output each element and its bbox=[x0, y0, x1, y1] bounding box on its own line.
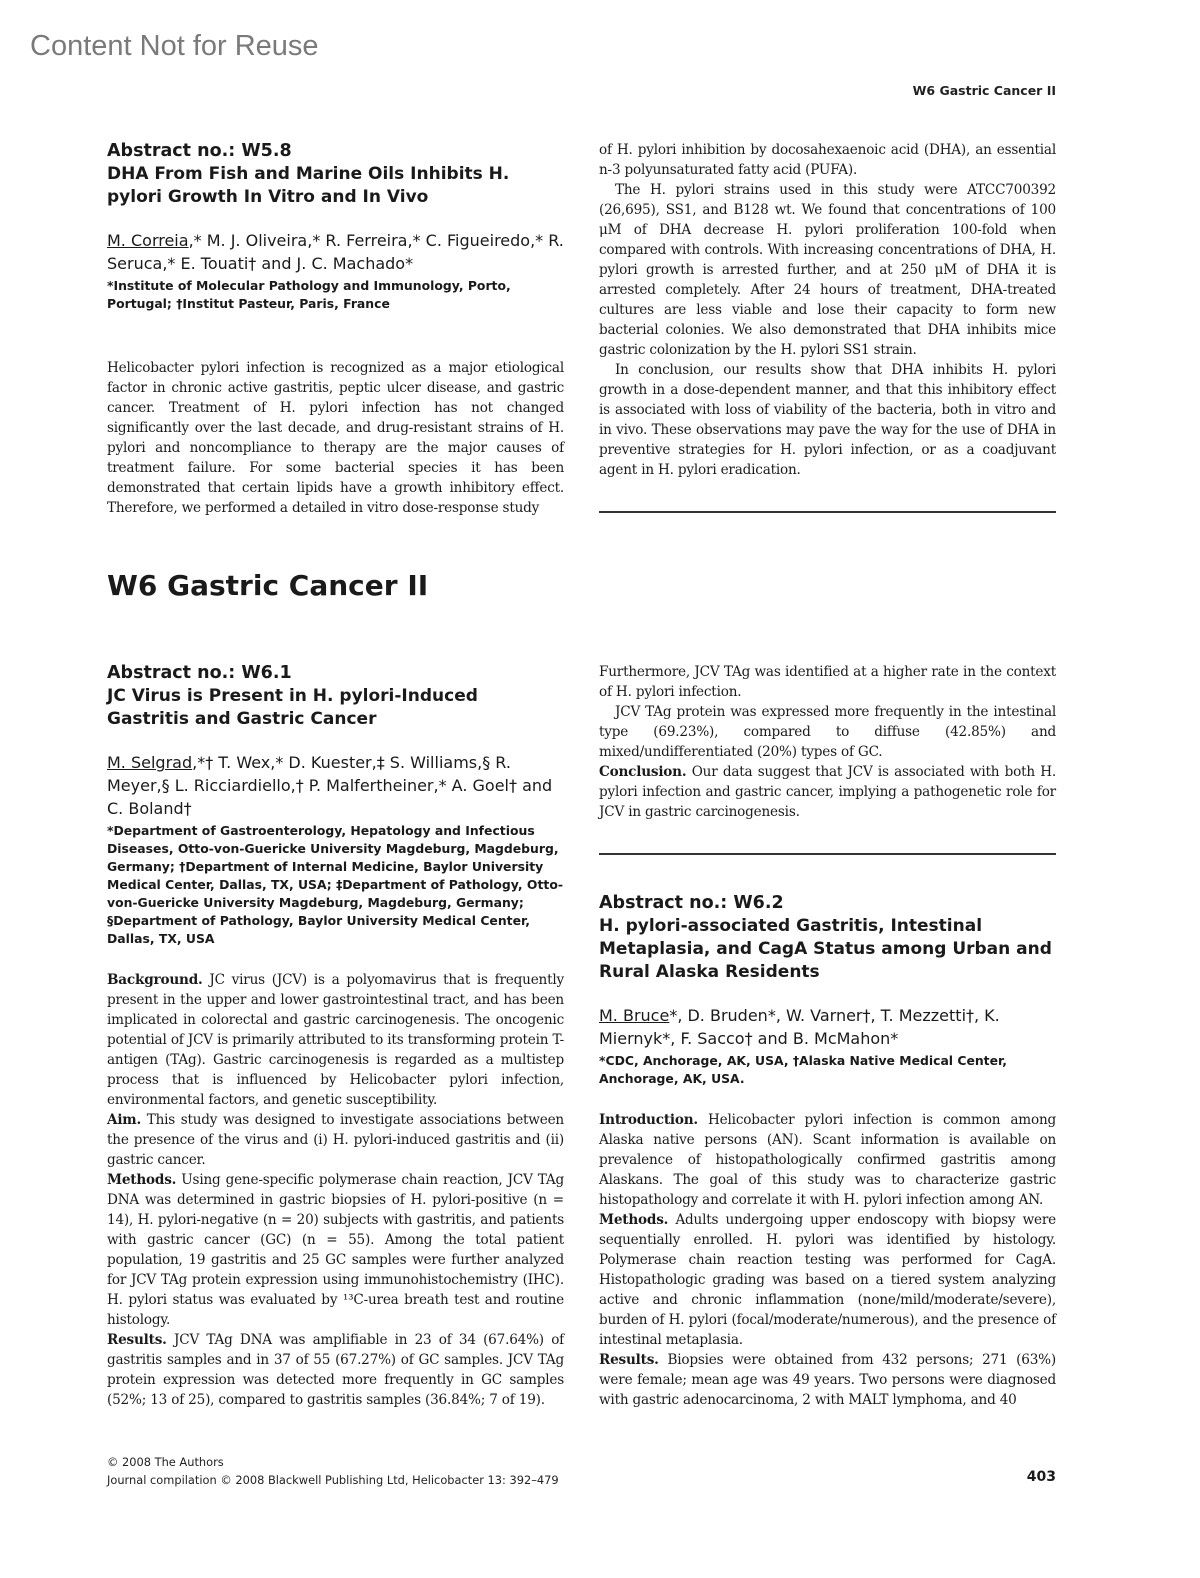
section-label: Results. bbox=[599, 1352, 659, 1368]
abstract-title: JC Virus is Present in H. pylori-Induced Gastritis and Gastric Cancer bbox=[107, 686, 478, 729]
affiliations: *Institute of Molecular Pathology and Immunology, Porto, Portugal; †Institut Pasteur, Paris, France bbox=[107, 278, 511, 311]
page-number: 403 bbox=[1026, 1469, 1056, 1485]
journal-line: Journal compilation © 2008 Blackwell Publishing Ltd, Helicobacter 13: 392–479 bbox=[107, 1473, 559, 1487]
section-label: Methods. bbox=[107, 1172, 177, 1188]
abstract-w62 bbox=[599, 892, 1056, 1088]
watermark: Content Not for Reuse bbox=[30, 30, 319, 62]
section-label: Background. bbox=[107, 972, 203, 988]
other-authors: ,*† T. Wex,* D. Kuester,‡ S. Williams,§ R. Meyer,§ L. Ricciardiello,† P. Malfertheiner,* A. Goel† and C. Boland† bbox=[107, 753, 553, 818]
abstract-title: H. pylori-associated Gastritis, Intestinal Metaplasia, and CagA Status among Urban and Rural Alaska Residents bbox=[599, 916, 1052, 982]
body-paragraph: The H. pylori strains used in this study were ATCC700392 (26,695), SS1, and B128 wt. We found that concentrations of 100 μM of DHA decrease H. pylori proliferation 100-fold when compared with controls. With increasing concentrations of DHA, H. pylori growth is arrested further, and at 250 μM of DHA it is arrested completely. After 24 hours of treatment, DHA-treated cultures are less viable and lose their capacity to form new bacterial colonies. We also demonstrated that DHA inhibits mice gastric colonization by the H. pylori SS1 strain. bbox=[599, 182, 1056, 358]
body-paragraph: of H. pylori inhibition by docosahexaenoic acid (DHA), an essential n-3 polyunsaturated fatty acid (PUFA). bbox=[599, 142, 1056, 178]
other-authors: ,* M. J. Oliveira,* R. Ferreira,* C. Figueiredo,* R. Seruca,* E. Touati† and J. C. Machado* bbox=[107, 231, 564, 273]
section-label: Aim. bbox=[107, 1112, 142, 1128]
affiliations: *CDC, Anchorage, AK, USA, †Alaska Native Medical Center, Anchorage, AK, USA. bbox=[599, 1053, 1008, 1086]
presenting-author: M. Bruce bbox=[599, 1006, 670, 1025]
methods-paragraph bbox=[599, 1210, 1056, 1350]
abstract-number: Abstract no.: W5.8 bbox=[107, 141, 292, 161]
introduction-paragraph bbox=[599, 1110, 1056, 1210]
abstract-number: Abstract no.: W6.2 bbox=[599, 893, 784, 913]
author-list bbox=[107, 229, 564, 275]
footer-copyright bbox=[107, 1453, 559, 1489]
abstract-w61-body-right bbox=[599, 662, 1056, 822]
paragraph-text: Adults undergoing upper endoscopy with biopsy were sequentially enrolled. H. pylori was identified by histology. Polymerase chain reaction testing was performed for CagA. Histopathologic grading was based on a tiered system analyzing active and chronic inflammation (none/mild/moderate/severe), burden of H. pylori (focal/moderate/numerous), and the presence of intestinal metaplasia. bbox=[599, 1212, 1056, 1348]
running-head: W6 Gastric Cancer II bbox=[912, 83, 1056, 98]
abstract-w61 bbox=[107, 662, 564, 948]
methods-paragraph bbox=[107, 1170, 564, 1330]
abstract-w61-body-left bbox=[107, 970, 564, 1410]
presenting-author: M. Selgrad bbox=[107, 753, 193, 772]
paragraph-text: Using gene-specific polymerase chain reaction, JCV TAg DNA was determined in gastric biopsies of H. pylori-positive (n = 14), H. pylori-negative (n = 20) subjects with gastritis, and patients with gastric cancer (GC) (n = 55). Among the total patient population, 19 gastritis and 25 GC samples were further analyzed for JCV TAg protein expression using immunohistochemistry (IHC). H. pylori status was evaluated by ¹³C-urea breath test and routine histology. bbox=[107, 1172, 564, 1328]
paragraph-text: Helicobacter pylori infection is common among Alaska native persons (AN). Scant information is available on prevalence of histopathologically confirmed gastritis among Alaskans. The goal of this study was to characterize gastric histopathology and correlate it with H. pylori infection among AN. bbox=[599, 1112, 1056, 1208]
paragraph-text: Biopsies were obtained from 432 persons; 271 (63%) were female; mean age was 49 years. Two persons were diagnosed with gastric adenocarcinoma, 2 with MALT lymphoma, and 40 bbox=[599, 1352, 1056, 1408]
section-label: Methods. bbox=[599, 1212, 669, 1228]
results-paragraph bbox=[107, 1330, 564, 1410]
paragraph-text: This study was designed to investigate associations between the presence of the virus and (i) H. pylori-induced gastritis and (ii) gastric cancer. bbox=[107, 1112, 564, 1168]
presenting-author: M. Correia bbox=[107, 231, 189, 250]
aim-paragraph bbox=[107, 1110, 564, 1170]
paragraph-text: JCV TAg DNA was amplifiable in 23 of 34 (67.64%) of gastritis samples and in 37 of 55 (67.27%) of GC samples. JCV TAg protein expression was detected more frequently in GC samples (52%; 13 of 25), compared to gastritis samples (36.84%; 7 of 19). bbox=[107, 1332, 565, 1408]
body-paragraph: Helicobacter pylori infection is recognized as a major etiological factor in chronic active gastritis, peptic ulcer disease, and gastric cancer. Treatment of H. pylori infection has not changed significantly over the last decade, and drug-resistant strains of H. pylori and noncompliance to therapy are the major causes of treatment failure. For some bacterial species it has been demonstrated that certain lipids have a growth inhibitory effect. Therefore, we performed a detailed in vitro dose-response study bbox=[107, 360, 564, 516]
paragraph-text: JC virus (JCV) is a polyomavirus that is frequently present in the upper and lower gastrointestinal tract, and has been implicated in colorectal and gastric carcinogenesis. The oncogenic potential of JCV is primarily attributed to its transforming protein T-antigen (TAg). Gastric carcinogenesis is regarded as a multistep process that is influenced by Helicobacter pylori infection, environmental factors, and genetic susceptibility. bbox=[107, 972, 564, 1108]
abstract-number: Abstract no.: W6.1 bbox=[107, 663, 292, 683]
abstract-w58-body-left bbox=[107, 358, 564, 518]
affiliations: *Department of Gastroenterology, Hepatology and Infectious Diseases, Otto-von-Guericke University Magdeburg, Magdeburg, Germany; †Department of Internal Medicine, Baylor University Medical Center, Dallas, TX, USA; ‡Department of Pathology, Otto-von-Guericke University Magdeburg, Magdeburg, Germany; §Department of Pathology, Baylor University Medical Center, Dallas, TX, USA bbox=[107, 823, 563, 946]
body-paragraph: Furthermore, JCV TAg was identified at a higher rate in the context of H. pylori infection. bbox=[599, 664, 1056, 700]
body-paragraph: In conclusion, our results show that DHA inhibits H. pylori growth in a dose-dependent manner, and that this inhibitory effect is associated with loss of viability of the bacteria, both in vitro and in vivo. These observations may pave the way for the use of DHA in preventive strategies for H. pylori infection, or as a coadjuvant agent in H. pylori eradication. bbox=[599, 362, 1056, 478]
section-label: Introduction. bbox=[599, 1112, 698, 1128]
section-title: W6 Gastric Cancer II bbox=[107, 569, 429, 602]
results-paragraph bbox=[599, 1350, 1056, 1410]
divider-rule bbox=[599, 853, 1056, 855]
other-authors: *, D. Bruden*, W. Varner†, T. Mezzetti†, K. Miernyk*, F. Sacco† and B. McMahon* bbox=[599, 1006, 1000, 1048]
conclusion-paragraph bbox=[599, 762, 1056, 822]
copyright-line: © 2008 The Authors bbox=[107, 1455, 224, 1469]
divider-rule bbox=[599, 511, 1056, 513]
author-list bbox=[107, 751, 564, 820]
body-paragraph: JCV TAg protein was expressed more frequently in the intestinal type (69.23%), compared to diffuse (42.85%) and mixed/undifferentiated (20%) types of GC. bbox=[599, 704, 1056, 760]
paragraph-text: Our data suggest that JCV is associated with both H. pylori infection and gastric cancer, implying a pathogenetic role for JCV in gastric carcinogenesis. bbox=[599, 764, 1057, 820]
abstract-title: DHA From Fish and Marine Oils Inhibits H. pylori Growth In Vitro and In Vivo bbox=[107, 164, 510, 207]
author-list bbox=[599, 1004, 1056, 1050]
abstract-w58-header bbox=[107, 140, 564, 313]
abstract-w62-body bbox=[599, 1110, 1056, 1410]
abstract-w58-body-right bbox=[599, 140, 1056, 480]
section-label: Results. bbox=[107, 1332, 167, 1348]
background-paragraph bbox=[107, 970, 564, 1110]
section-label: Conclusion. bbox=[599, 764, 687, 780]
